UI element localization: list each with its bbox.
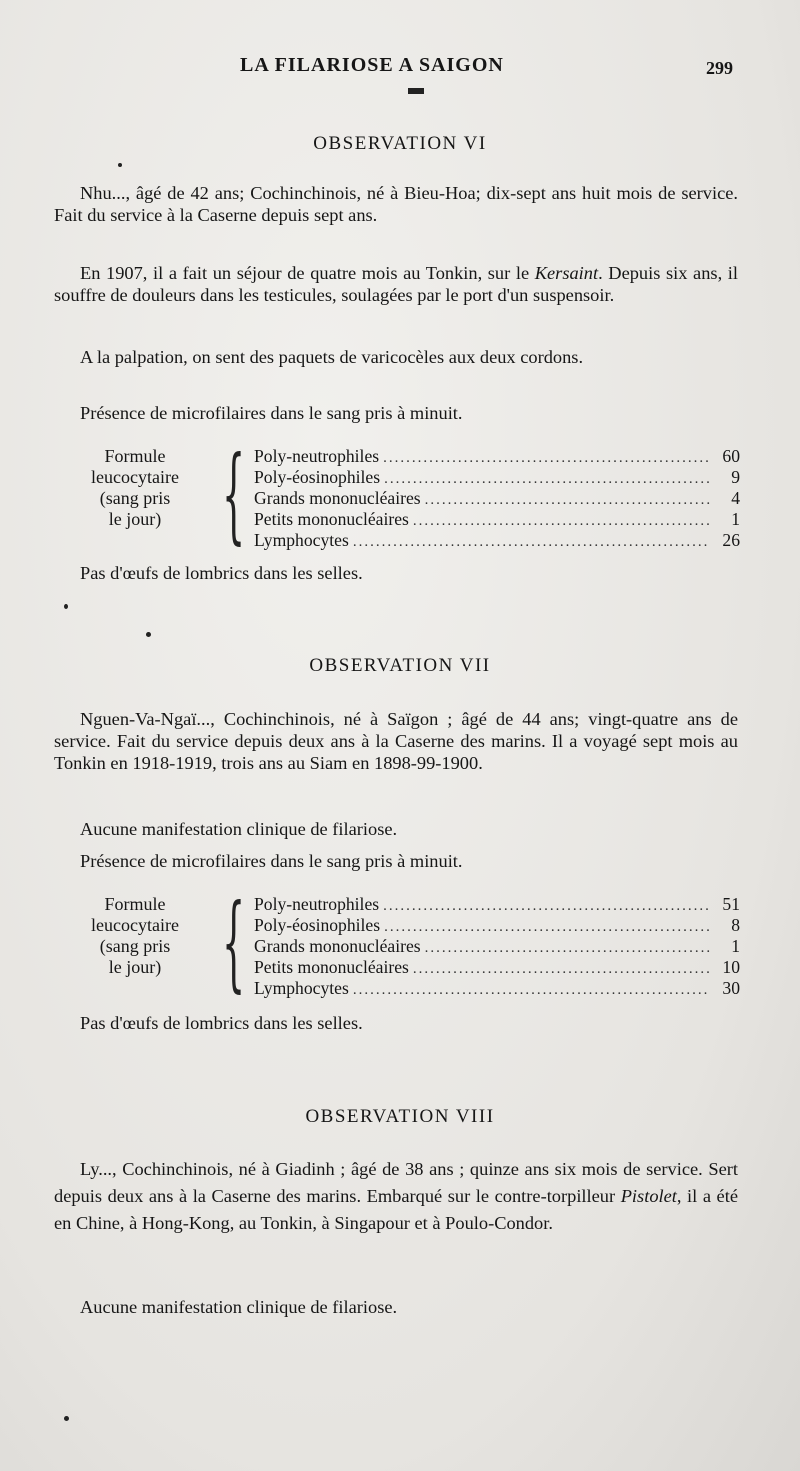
cell-name: Poly-éosinophiles xyxy=(254,915,381,935)
dot-leader xyxy=(425,938,710,959)
formula-label-line: le jour) xyxy=(108,957,162,977)
observation-7-heading: OBSERVATION VII xyxy=(309,655,491,676)
formula-row xyxy=(254,936,740,957)
observation-6-p2-text-a: En 1907, il a fait un séjour de quatre mois au Tonkin, sur le xyxy=(80,263,535,283)
cell-name: Lymphocytes xyxy=(254,978,349,998)
observation-7-paragraph-3: Présence de microfilaires dans le sang pris à minuit. xyxy=(80,851,463,871)
observation-6-leukocyte-formula xyxy=(60,433,750,558)
cell-value: 8 xyxy=(731,915,740,935)
dot-leader xyxy=(383,896,710,917)
cell-value: 9 xyxy=(731,467,740,487)
formula-row xyxy=(254,530,740,551)
formula-label-line: leucocytaire xyxy=(91,915,179,935)
cell-name: Lymphocytes xyxy=(254,530,349,550)
scan-speck xyxy=(118,163,122,167)
observation-6-paragraph-1: Nhu..., âgé de 42 ans; Cochinchinois, né à Bieu-Hoa; dix-sept ans huit mois de service. Fait du service à la Caserne depuis sept ans. xyxy=(54,183,738,225)
dot-leader xyxy=(353,980,710,1001)
cell-value: 30 xyxy=(722,978,740,998)
cell-name: Petits mononucléaires xyxy=(254,957,409,977)
observation-7-paragraph-1: Nguen-Va-Ngaï..., Cochinchinois, né à Saïgon ; âgé de 44 ans; vingt-quatre ans de service. Fait du service depuis deux ans à la Caserne des marins. Il a voyagé sept mois au Tonkin en 1918-1919, trois ans au Siam en 1898-99-1900. xyxy=(54,709,738,773)
cell-name: Poly-neutrophiles xyxy=(254,894,380,914)
dot-leader xyxy=(413,959,710,980)
observation-8-heading: OBSERVATION VIII xyxy=(305,1106,495,1127)
observation-6-paragraph-4: Présence de microfilaires dans le sang pris à minuit. xyxy=(80,403,463,423)
cell-value: 60 xyxy=(722,446,740,466)
observation-8-p1-text-a: Ly..., Cochinchinois, né à Giadinh ; âgé de 38 ans ; quinze ans six mois de service. Sert depuis deux ans à la Caserne des marins. Embarqué sur le contre-torpilleur xyxy=(54,1159,738,1206)
observation-7-paragraph-2: Aucune manifestation clinique de filariose. xyxy=(80,819,398,839)
observation-8-p1-text-b: , il a été en Chine, à Hong-Kong, au Tonkin, à Singapour et à Poulo-Condor. xyxy=(54,1186,738,1233)
formula-rows xyxy=(254,894,740,999)
running-title: LA FILARIOSE A SAIGON xyxy=(240,54,504,76)
formula-label xyxy=(60,446,210,530)
dot-leader xyxy=(353,532,710,553)
formula-label-line: le jour) xyxy=(108,509,162,529)
formula-label-line: Formule xyxy=(104,446,166,466)
formula-label xyxy=(60,894,210,978)
cell-value: 26 xyxy=(722,530,740,550)
observation-6-paragraph-5: Pas d'œufs de lombrics dans les selles. xyxy=(80,563,363,583)
scan-speck xyxy=(64,1416,69,1421)
dot-leader xyxy=(413,511,710,532)
running-header xyxy=(0,54,800,84)
observation-8-paragraph-2: Aucune manifestation clinique de filariose. xyxy=(80,1297,398,1317)
formula-row xyxy=(254,915,740,936)
ship-name-pistolet: Pistolet xyxy=(620,1186,677,1206)
formula-row xyxy=(254,957,740,978)
cell-name: Petits mononucléaires xyxy=(254,509,409,529)
cell-value: 4 xyxy=(731,488,740,508)
formula-label-line: (sang pris xyxy=(99,488,171,508)
cell-value: 1 xyxy=(731,936,740,956)
observation-7-paragraph-4: Pas d'œufs de lombrics dans les selles. xyxy=(80,1013,363,1033)
cell-value: 51 xyxy=(722,894,740,914)
formula-row xyxy=(254,978,740,999)
ship-name-kersaint: Kersaint xyxy=(534,263,599,283)
observation-7-leukocyte-formula xyxy=(60,881,750,1006)
brace-symbol: { xyxy=(222,433,246,555)
header-ornament xyxy=(408,88,424,94)
formula-row xyxy=(254,488,740,509)
scan-speck xyxy=(64,604,68,609)
formula-label-line: (sang pris xyxy=(99,936,171,956)
formula-row xyxy=(254,467,740,488)
dot-leader xyxy=(425,490,710,511)
observation-6-paragraph-2 xyxy=(54,262,738,306)
formula-rows xyxy=(254,446,740,551)
formula-row xyxy=(254,894,740,915)
formula-row xyxy=(254,446,740,467)
observation-6-p2-text-b: . Depuis six ans, il souffre de douleurs dans les testicules, soulagées par le port d'un suspensoir. xyxy=(54,263,738,305)
dot-leader xyxy=(384,917,710,938)
formula-row xyxy=(254,509,740,530)
observation-8-paragraph-1 xyxy=(54,1156,738,1237)
scan-speck xyxy=(146,632,151,637)
cell-value: 10 xyxy=(722,957,740,977)
cell-name: Grands mononucléaires xyxy=(254,936,421,956)
dot-leader xyxy=(383,448,710,469)
cell-name: Poly-neutrophiles xyxy=(254,446,380,466)
formula-label-line: Formule xyxy=(104,894,166,914)
formula-label-line: leucocytaire xyxy=(91,467,179,487)
dot-leader xyxy=(384,469,710,490)
cell-value: 1 xyxy=(731,509,740,529)
observation-6-paragraph-3: A la palpation, on sent des paquets de varicocèles aux deux cordons. xyxy=(80,347,584,367)
cell-name: Poly-éosinophiles xyxy=(254,467,381,487)
observation-6-heading: OBSERVATION VI xyxy=(313,133,487,154)
cell-name: Grands mononucléaires xyxy=(254,488,421,508)
brace-symbol: { xyxy=(222,881,246,1003)
page-number: 299 xyxy=(706,58,733,78)
